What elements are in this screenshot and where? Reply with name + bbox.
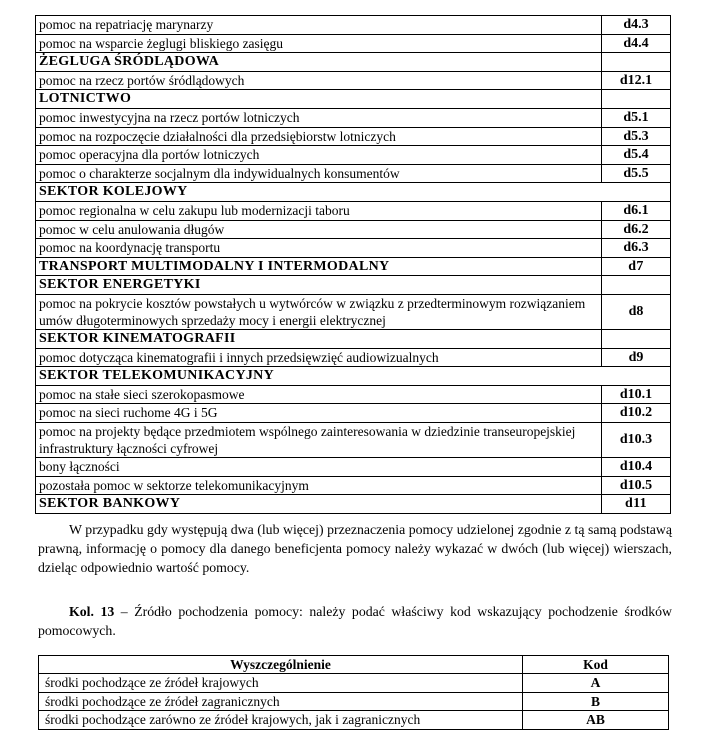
section-header-row — [36, 367, 671, 386]
aid-purpose-label: pomoc na koordynację transportu — [36, 239, 602, 258]
aid-purpose-code: d6.1 — [602, 201, 671, 220]
source-label: środki pochodzące ze źródeł krajowych — [39, 674, 523, 692]
aid-purpose-label: pomoc inwestycyjna na rzecz portów lotniczych — [36, 108, 602, 127]
section-header-row — [36, 330, 671, 349]
aid-purpose-label: pomoc na pokrycie kosztów powstałych u wytwórców w związku z przedterminowym rozwiązaniem umów długoterminowych sprzedaży mocy i energii elektrycznej — [36, 294, 602, 329]
aid-purpose-code: d4.4 — [602, 34, 671, 53]
section-title: TRANSPORT MULTIMODALNY I INTERMODALNY — [36, 257, 602, 276]
aid-purpose-code — [602, 330, 671, 349]
section-header-row — [36, 276, 671, 295]
source-label: środki pochodzące ze źródeł zagranicznych — [39, 692, 523, 710]
table-row — [36, 127, 671, 146]
source-code-table-body — [39, 674, 669, 729]
aid-purpose-code: d7 — [602, 257, 671, 276]
aid-purpose-label: pomoc na projekty będące przedmiotem wspólnego zainteresowania w dziedzinie transeuropejskiej infrastruktury łączności cyfrowej — [36, 423, 602, 458]
aid-purpose-label: pomoc operacyjna dla portów lotniczych — [36, 146, 602, 165]
aid-purpose-label: bony łączności — [36, 458, 602, 477]
aid-purpose-label: pomoc regionalna w celu zakupu lub modernizacji taboru — [36, 201, 602, 220]
table-row — [36, 423, 671, 458]
table-row — [39, 692, 669, 710]
table-row — [36, 458, 671, 477]
table-row — [36, 239, 671, 258]
table-row — [36, 16, 671, 35]
source-code-table — [38, 655, 669, 730]
aid-purpose-code: d9 — [602, 348, 671, 367]
section-header-row — [36, 90, 671, 109]
aid-purpose-code: d5.5 — [602, 164, 671, 183]
table-row — [39, 711, 669, 729]
header-wyszczegolnienie: Wyszczególnienie — [39, 656, 523, 674]
table-row — [36, 164, 671, 183]
section-title: SEKTOR ENERGETYKI — [36, 276, 602, 295]
aid-purpose-code: d11 — [602, 495, 671, 514]
section-header-row — [36, 183, 671, 202]
aid-purpose-code: d6.2 — [602, 220, 671, 239]
table-row — [36, 385, 671, 404]
section-header-row — [36, 495, 671, 514]
source-code-header-row — [39, 656, 669, 674]
aid-purpose-label: pomoc na rozpoczęcie działalności dla przedsiębiorstw lotniczych — [36, 127, 602, 146]
aid-purpose-code: d6.3 — [602, 239, 671, 258]
aid-purpose-code: d12.1 — [602, 71, 671, 90]
source-code: A — [523, 674, 669, 692]
aid-purpose-label: pomoc o charakterze socjalnym dla indywidualnych konsumentów — [36, 164, 602, 183]
section-title: ŻEGLUGA ŚRÓDLĄDOWA — [36, 53, 602, 72]
aid-purpose-label: pomoc w celu anulowania długów — [36, 220, 602, 239]
aid-purpose-label: pomoc na rzecz portów śródlądowych — [36, 71, 602, 90]
header-kod: Kod — [523, 656, 669, 674]
aid-purpose-code: d5.3 — [602, 127, 671, 146]
aid-purpose-label: pomoc dotycząca kinematografii i innych przedsięwzięć audiowizualnych — [36, 348, 602, 367]
section-header-row — [36, 257, 671, 276]
aid-purpose-label: pomoc na wsparcie żeglugi bliskiego zasięgu — [36, 34, 602, 53]
column-13-label: Kol. 13 — [69, 604, 115, 619]
column-13-description: – Źródło pochodzenia pomocy: należy podać właściwy kod wskazujący pochodzenie środków pomocowych. — [38, 604, 672, 638]
section-title: SEKTOR KOLEJOWY — [36, 183, 602, 202]
aid-purpose-code: d10.4 — [602, 458, 671, 477]
aid-purpose-code: d5.4 — [602, 146, 671, 165]
section-title: SEKTOR TELEKOMUNIKACYJNY — [36, 367, 602, 386]
aid-purpose-table — [35, 15, 671, 514]
aid-purpose-code — [602, 183, 671, 202]
table-row — [39, 674, 669, 692]
table-row — [36, 220, 671, 239]
aid-purpose-label: pozostała pomoc w sektorze telekomunikacyjnym — [36, 476, 602, 495]
table-row — [36, 476, 671, 495]
section-title: SEKTOR BANKOWY — [36, 495, 602, 514]
multiple-purposes-paragraph: W przypadku gdy występują dwa (lub więcej) przeznaczenia pomocy udzielonej zgodnie z tą samą podstawą prawną, informację o pomocy dla danego beneficjenta pomocy należy wykazać w dwóch (lub więcej) wierszach, dzieląc odpowiednio wartość pomocy. — [38, 522, 672, 575]
source-label: środki pochodzące zarówno ze źródeł krajowych, jak i zagranicznych — [39, 711, 523, 729]
source-code: B — [523, 692, 669, 710]
aid-purpose-code: d10.1 — [602, 385, 671, 404]
aid-purpose-code: d10.5 — [602, 476, 671, 495]
table-row — [36, 71, 671, 90]
section-title: SEKTOR KINEMATOGRAFII — [36, 330, 602, 349]
aid-purpose-code — [602, 90, 671, 109]
table-row — [36, 404, 671, 423]
section-title: LOTNICTWO — [36, 90, 602, 109]
aid-purpose-label: pomoc na stałe sieci szerokopasmowe — [36, 385, 602, 404]
aid-purpose-code — [602, 276, 671, 295]
table-row — [36, 34, 671, 53]
aid-purpose-label: pomoc na sieci ruchome 4G i 5G — [36, 404, 602, 423]
aid-purpose-code: d5.1 — [602, 108, 671, 127]
aid-purpose-code: d10.3 — [602, 423, 671, 458]
aid-purpose-code — [602, 367, 671, 386]
aid-purpose-code — [602, 53, 671, 72]
table-row — [36, 146, 671, 165]
aid-purpose-label: pomoc na repatriację marynarzy — [36, 16, 602, 35]
aid-purpose-code: d8 — [602, 294, 671, 329]
aid-purpose-code: d10.2 — [602, 404, 671, 423]
column-13-paragraph — [38, 602, 672, 640]
aid-purpose-code: d4.3 — [602, 16, 671, 35]
section-header-row — [36, 53, 671, 72]
table-row — [36, 294, 671, 329]
table-row — [36, 201, 671, 220]
table-row — [36, 348, 671, 367]
source-code: AB — [523, 711, 669, 729]
table-row — [36, 108, 671, 127]
aid-purpose-table-body — [36, 16, 671, 514]
